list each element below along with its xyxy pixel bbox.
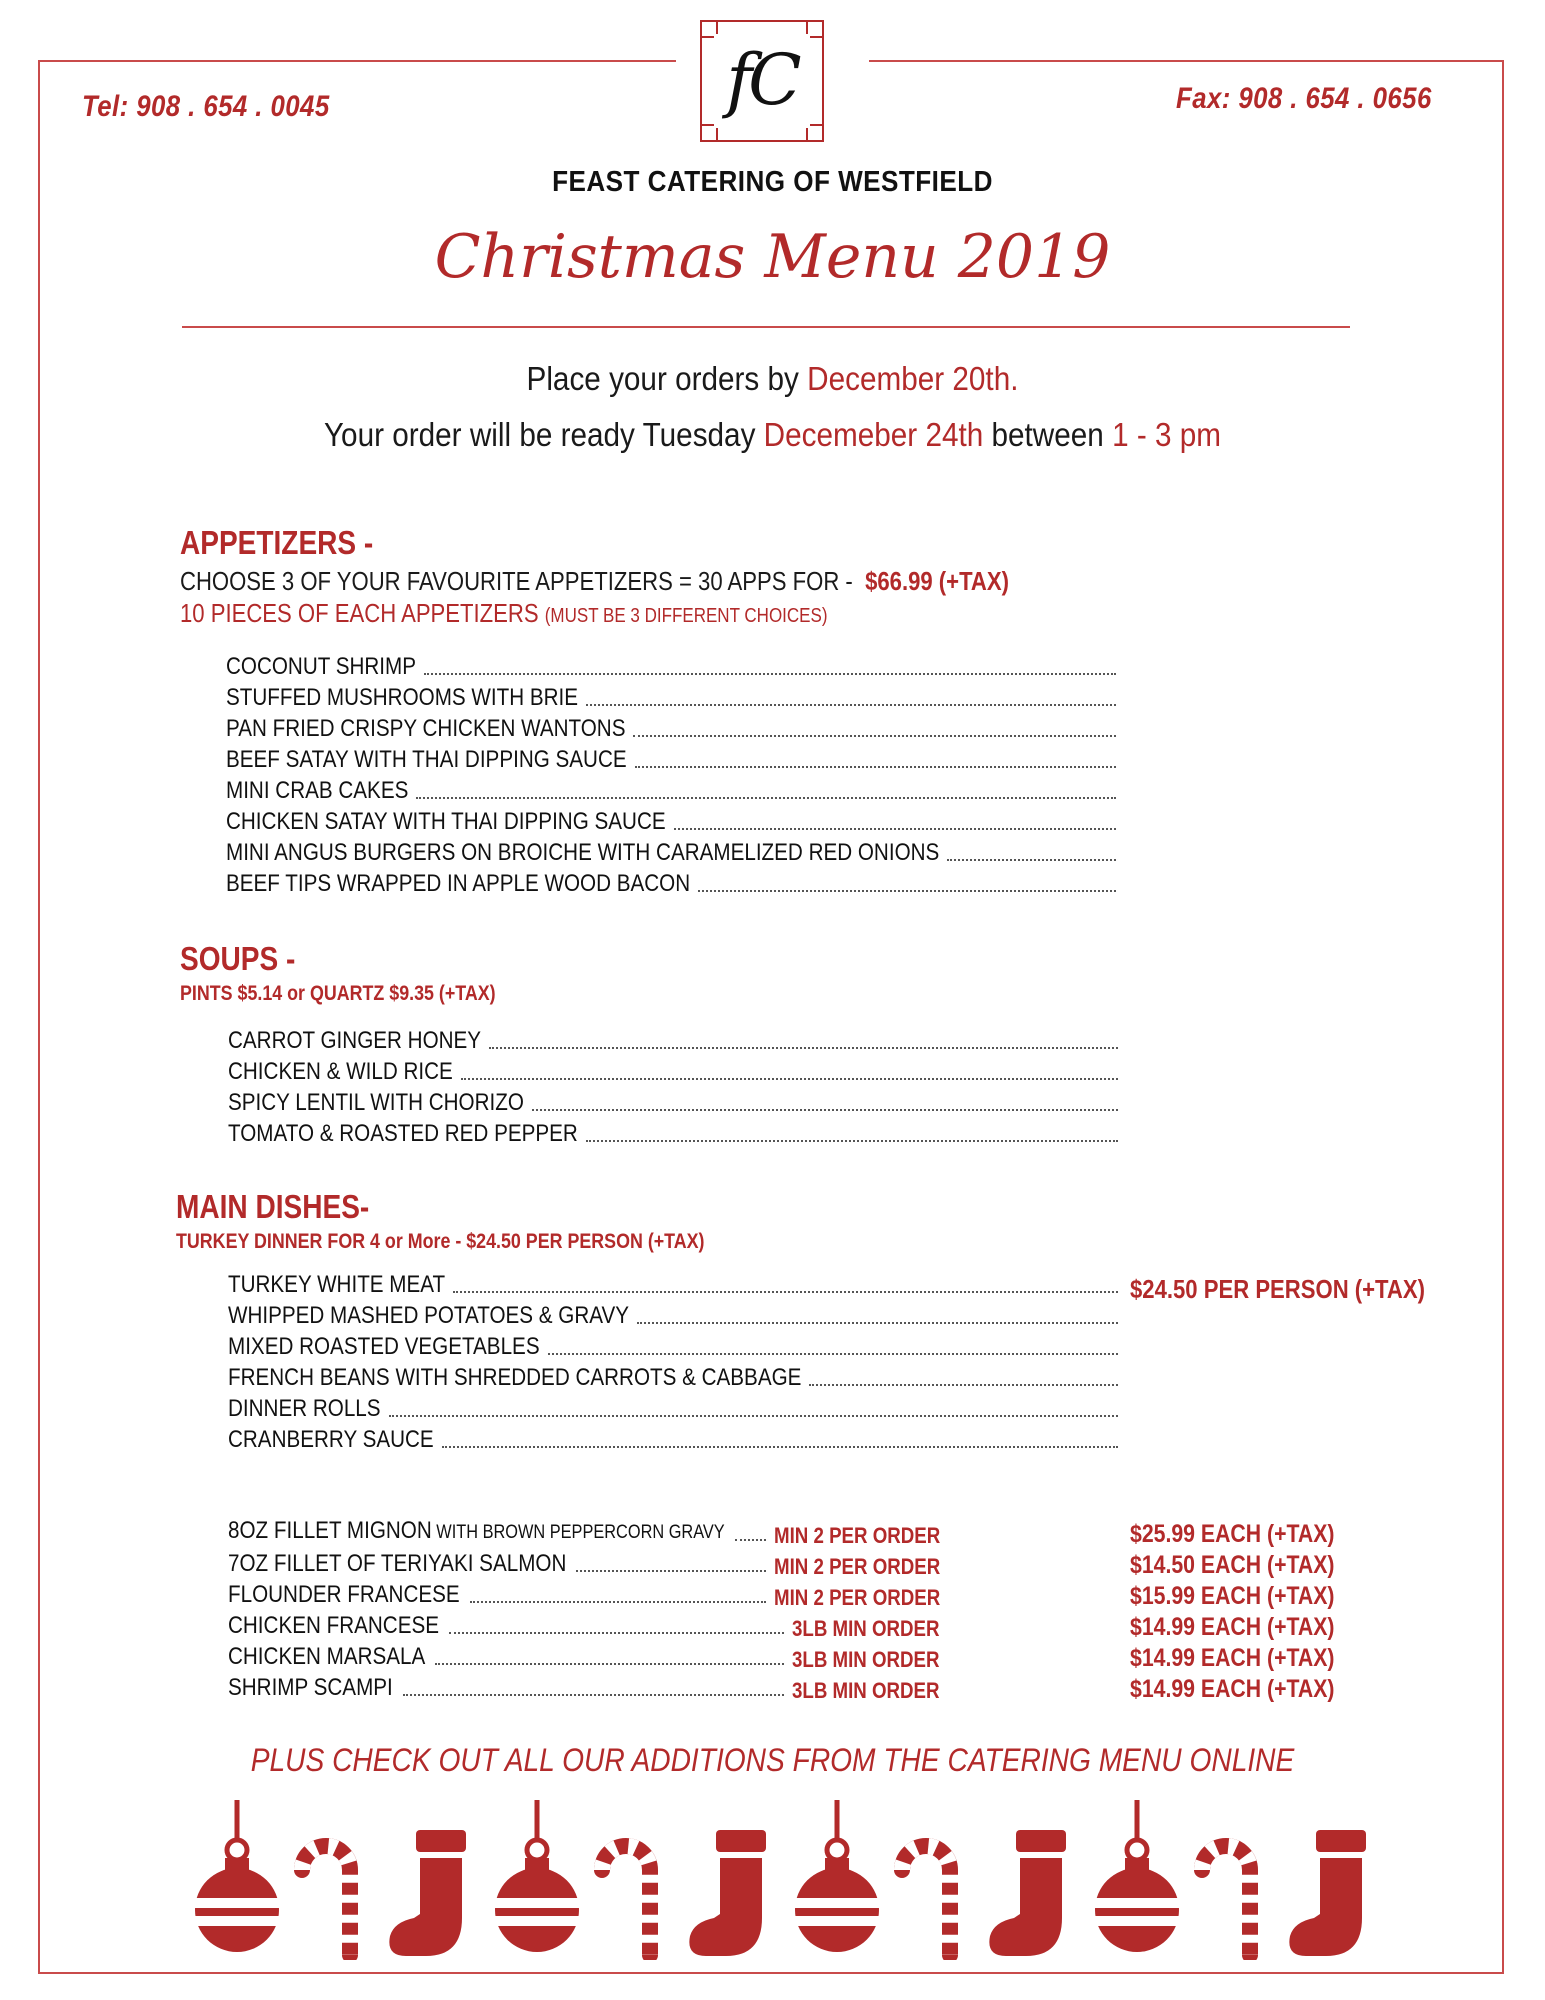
- entree-min-order: 3LB MIN ORDER: [792, 1678, 940, 1703]
- entree-name: 7OZ FILLET OF TERIYAKI SALMON: [228, 1550, 567, 1577]
- menu-title: Christmas Menu 2019: [434, 222, 1111, 292]
- order-deadline-date: December 20th.: [807, 360, 1019, 397]
- entree-price: $15.99 EACH (+TAX): [1130, 1582, 1335, 1610]
- entree-row: [228, 1673, 1348, 1703]
- dot-leader: [435, 1663, 784, 1665]
- item-name: DINNER ROLLS: [228, 1395, 381, 1422]
- entree-name: FLOUNDER FRANCESE: [228, 1581, 460, 1608]
- appetizers-note-main: 10 PIECES OF EACH APPETIZERS: [180, 598, 539, 628]
- dot-leader: [453, 1291, 1118, 1293]
- item-name: PAN FRIED CRISPY CHICKEN WANTONS: [226, 715, 626, 742]
- item-name: CHICKEN & WILD RICE: [228, 1058, 453, 1085]
- entree-min-order: 3LB MIN ORDER: [792, 1647, 940, 1672]
- item-name: BEEF SATAY WITH THAI DIPPING SAUCE: [226, 746, 627, 773]
- dot-leader: [424, 673, 1116, 675]
- item-name: TOMATO & ROASTED RED PEPPER: [228, 1120, 578, 1147]
- candy-cane-icon: [890, 1830, 960, 1965]
- list-item: [228, 1088, 1118, 1118]
- logo-text: fC: [726, 39, 798, 121]
- list-item: [228, 1363, 1118, 1393]
- dot-leader: [637, 1322, 1118, 1324]
- stocking-icon: [986, 1830, 1076, 1965]
- entree-row: [228, 1611, 1348, 1641]
- list-item: [226, 652, 1116, 682]
- logo: [700, 20, 824, 142]
- list-item: [228, 1394, 1118, 1424]
- entree-min-order: 3LB MIN ORDER: [792, 1616, 940, 1641]
- title-divider: [182, 326, 1350, 328]
- stocking-icon: [1286, 1830, 1376, 1965]
- main-dishes-subtitle: TURKEY DINNER FOR 4 or More - $24.50 PER PERSON (+TAX): [176, 1230, 705, 1253]
- pickup-date: Decemeber 24th: [763, 416, 984, 453]
- entree-name: CHICKEN MARSALA: [228, 1643, 426, 1670]
- dot-leader: [449, 1632, 784, 1634]
- item-name: SPICY LENTIL WITH CHORIZO: [228, 1089, 524, 1116]
- ornament-icon: [792, 1800, 882, 1965]
- dot-leader: [470, 1601, 766, 1603]
- dot-leader: [489, 1047, 1118, 1049]
- turkey-price: $24.50 PER PERSON (+TAX): [1130, 1274, 1425, 1304]
- dot-leader: [442, 1446, 1118, 1448]
- dot-leader: [809, 1384, 1118, 1386]
- item-name: STUFFED MUSHROOMS WITH BRIE: [226, 684, 579, 711]
- dot-leader: [735, 1539, 766, 1541]
- item-name: CHICKEN SATAY WITH THAI DIPPING SAUCE: [226, 808, 666, 835]
- item-name: MINI CRAB CAKES: [226, 777, 409, 804]
- order-deadline-text: Place your orders by: [526, 360, 808, 397]
- appetizers-note: [180, 598, 828, 629]
- dot-leader: [586, 704, 1116, 706]
- item-name: MINI ANGUS BURGERS ON BROICHE WITH CARAMELIZED RED ONIONS: [226, 839, 940, 866]
- list-item: [228, 1057, 1118, 1087]
- list-item: [226, 714, 1116, 744]
- stocking-icon: [386, 1830, 476, 1965]
- list-item: [228, 1119, 1118, 1149]
- dot-leader: [576, 1570, 765, 1572]
- list-item: [226, 869, 1116, 899]
- entree-row: [228, 1549, 1348, 1579]
- list-item: [226, 683, 1116, 713]
- entree-price: $14.50 EACH (+TAX): [1130, 1551, 1335, 1579]
- appetizers-title: APPETIZERS -: [180, 524, 374, 561]
- item-name: TURKEY WHITE MEAT: [228, 1271, 446, 1298]
- dot-leader: [461, 1078, 1118, 1080]
- dot-leader: [532, 1109, 1118, 1111]
- dot-leader: [389, 1415, 1118, 1417]
- list-item: [226, 745, 1116, 775]
- pickup-text: Your order will be ready Tuesday: [323, 416, 764, 453]
- item-name: FRENCH BEANS WITH SHREDDED CARROTS & CABBAGE: [228, 1364, 802, 1391]
- main-dishes-title: MAIN DISHES-: [176, 1188, 370, 1225]
- entree-row: [228, 1580, 1348, 1610]
- list-item: [228, 1301, 1118, 1331]
- entree-name: 8OZ FILLET MIGNON WITH BROWN PEPPERCORN GRAVY: [228, 1517, 725, 1544]
- stocking-icon: [686, 1830, 776, 1965]
- dot-leader: [674, 828, 1116, 830]
- list-item: [228, 1425, 1118, 1455]
- entree-min-order: MIN 2 PER ORDER: [773, 1523, 940, 1548]
- entree-extra: WITH BROWN PEPPERCORN GRAVY: [431, 1522, 725, 1543]
- entree-price: $14.99 EACH (+TAX): [1130, 1613, 1335, 1641]
- candy-cane-icon: [590, 1830, 660, 1965]
- soups-subtitle: PINTS $5.14 or QUARTZ $9.35 (+TAX): [180, 982, 496, 1005]
- order-deadline: [77, 360, 1468, 398]
- ornament-icon: [1092, 1800, 1182, 1965]
- item-name: CARROT GINGER HONEY: [228, 1027, 482, 1054]
- dot-leader: [586, 1140, 1118, 1142]
- footer-note: PLUS CHECK OUT ALL OUR ADDITIONS FROM THE CATERING MENU ONLINE: [250, 1742, 1295, 1778]
- pickup-between: between: [983, 416, 1113, 453]
- candy-cane-icon: [1190, 1830, 1260, 1965]
- appetizers-note-small: (MUST BE 3 DIFFERENT CHOICES): [544, 605, 828, 627]
- list-item: [228, 1026, 1118, 1056]
- appetizers-deal-text: CHOOSE 3 OF YOUR FAVOURITE APPETIZERS = 30 APPS FOR -: [180, 566, 853, 596]
- entree-name: SHRIMP SCAMPI: [228, 1674, 393, 1701]
- list-item: [226, 807, 1116, 837]
- pickup-info: [77, 416, 1468, 454]
- entree-min-order: MIN 2 PER ORDER: [773, 1585, 940, 1610]
- dot-leader: [403, 1694, 785, 1696]
- entree-min-order: MIN 2 PER ORDER: [773, 1554, 940, 1579]
- ornament-icon: [192, 1800, 282, 1965]
- item-name: COCONUT SHRIMP: [226, 653, 416, 680]
- entree-price: $14.99 EACH (+TAX): [1130, 1675, 1335, 1703]
- fax-number: Fax: 908 . 654 . 0656: [1176, 82, 1432, 115]
- entree-row: [228, 1518, 1348, 1548]
- phone-number[interactable]: Tel: 908 . 654 . 0045: [82, 90, 330, 123]
- list-item: [228, 1270, 1118, 1300]
- item-name: CRANBERRY SAUCE: [228, 1426, 434, 1453]
- pickup-time: 1 - 3 pm: [1112, 416, 1222, 453]
- company-name: FEAST CATERING OF WESTFIELD: [552, 166, 993, 198]
- item-name: WHIPPED MASHED POTATOES & GRAVY: [228, 1302, 630, 1329]
- ornament-icon: [492, 1800, 582, 1965]
- appetizers-deal-price: $66.99 (+TAX): [865, 566, 1010, 596]
- item-name: BEEF TIPS WRAPPED IN APPLE WOOD BACON: [226, 870, 691, 897]
- item-name: MIXED ROASTED VEGETABLES: [228, 1333, 540, 1360]
- entree-name: CHICKEN FRANCESE: [228, 1612, 440, 1639]
- dot-leader: [947, 859, 1116, 861]
- appetizers-deal: [180, 566, 1009, 597]
- entree-row: [228, 1642, 1348, 1672]
- dot-leader: [416, 797, 1116, 799]
- list-item: [226, 776, 1116, 806]
- dot-leader: [698, 890, 1116, 892]
- entree-price: $14.99 EACH (+TAX): [1130, 1644, 1335, 1672]
- dot-leader: [548, 1353, 1118, 1355]
- soups-title: SOUPS -: [180, 940, 296, 977]
- candy-cane-icon: [290, 1830, 360, 1965]
- dot-leader: [633, 735, 1116, 737]
- entree-price: $25.99 EACH (+TAX): [1130, 1520, 1335, 1548]
- list-item: [226, 838, 1116, 868]
- list-item: [228, 1332, 1118, 1362]
- dot-leader: [635, 766, 1116, 768]
